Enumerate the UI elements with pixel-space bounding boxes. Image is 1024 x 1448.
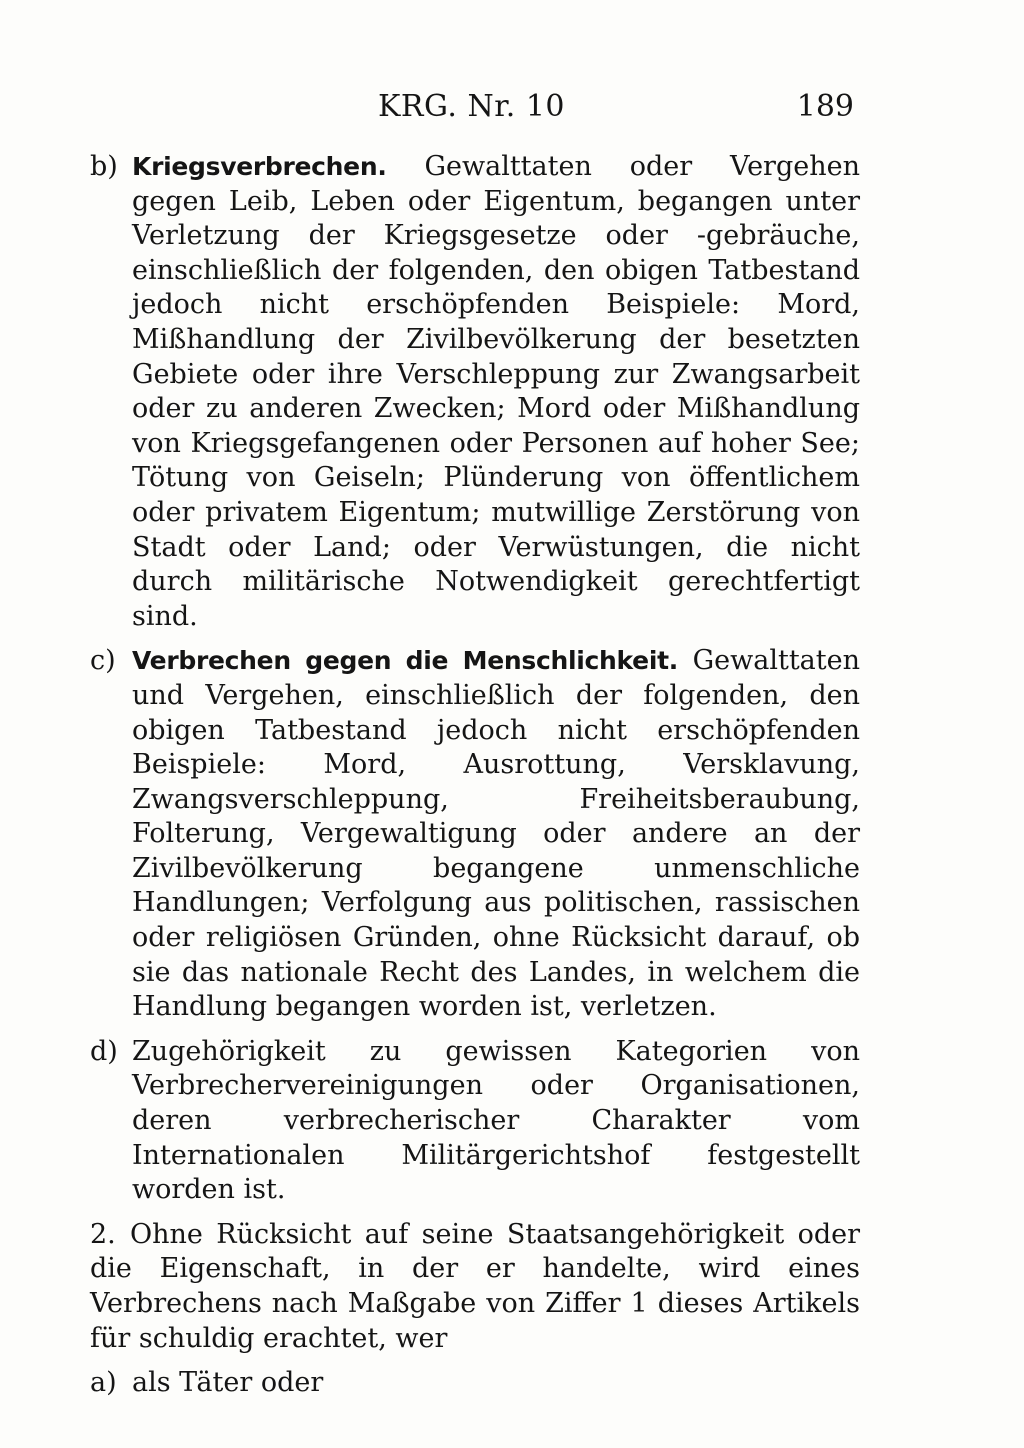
- item-term: Verbrechen gegen die Menschlichkeit.: [132, 646, 678, 676]
- item-marker: b): [90, 151, 118, 182]
- paragraph-number: 2.: [90, 1218, 116, 1250]
- list-item-b: [90, 150, 860, 634]
- item-text: Gewalttaten und Vergehen, einschließlich der folgenden, den obigen Tatbestand jedoch nicht erschöpfenden Beispiele: Mord, Ausrottung, Versklavung, Zwangsverschleppung, Freiheitsberaubung, Folterung, Vergewaltigung oder andere an der Zivilbevölkerung begangene unmenschliche Handlungen; Verfolgung aus politischen, rassischen oder religiösen Gründen, ohne Rücksicht darauf, ob sie das nationale Recht des Landes, in welchem die Handlung begangen worden ist, verletzen.: [132, 645, 860, 1023]
- body-text: [90, 150, 860, 1411]
- item-text: Gewalttaten oder Vergehen gegen Leib, Leben oder Eigentum, begangen unter Verletzung der Kriegsgesetze oder -gebräuche, einschließlich der folgenden, den obigen Tatbestand jedoch nicht erschöpfenden Beispiele: Mord, Mißhandlung der Zivilbevölkerung der besetzten Gebiete oder ihre Verschleppung zur Zwangsarbeit oder zu anderen Zwecken; Mord oder Mißhandlung von Kriegsgefangenen oder Personen auf hoher See; Tötung von Geiseln; Plünderung von öffentlichem oder privatem Eigentum; mutwillige Zerstörung von Stadt oder Land; oder Verwüstungen, die nicht durch militärische Notwendigkeit gerechtfertigt sind.: [132, 151, 860, 632]
- item-text: Zugehörigkeit zu gewissen Kategorien von Verbrechervereinigungen oder Organisationen, deren verbrecherischer Charakter vom Internationalen Militärgerichtshof festgestellt worden ist.: [132, 1035, 860, 1206]
- list-item-d: [90, 1035, 860, 1208]
- paragraph-text: Ohne Rücksicht auf seine Staatsangehörigkeit oder die Eigenschaft, in der er handelte, wird eines Verbrechens nach Maßgabe von Ziffer 1 dieses Artikels für schuldig erachtet, wer: [90, 1218, 860, 1354]
- item-content: [130, 644, 860, 1025]
- page-number: 189: [796, 89, 854, 124]
- item-content: [130, 1035, 860, 1208]
- running-title: KRG. Nr. 10: [378, 89, 566, 124]
- item-content: als Täter oder: [132, 1367, 324, 1399]
- list-item-c: [90, 644, 860, 1025]
- page-header: [128, 84, 854, 130]
- item-marker: a): [90, 1367, 117, 1399]
- item-term: Kriegsverbrechen.: [132, 152, 387, 181]
- item-content: [130, 150, 860, 634]
- paragraph-2: [90, 1218, 860, 1356]
- list-item-a: [90, 1366, 860, 1401]
- item-marker: d): [90, 1035, 118, 1067]
- item-marker: c): [90, 645, 116, 677]
